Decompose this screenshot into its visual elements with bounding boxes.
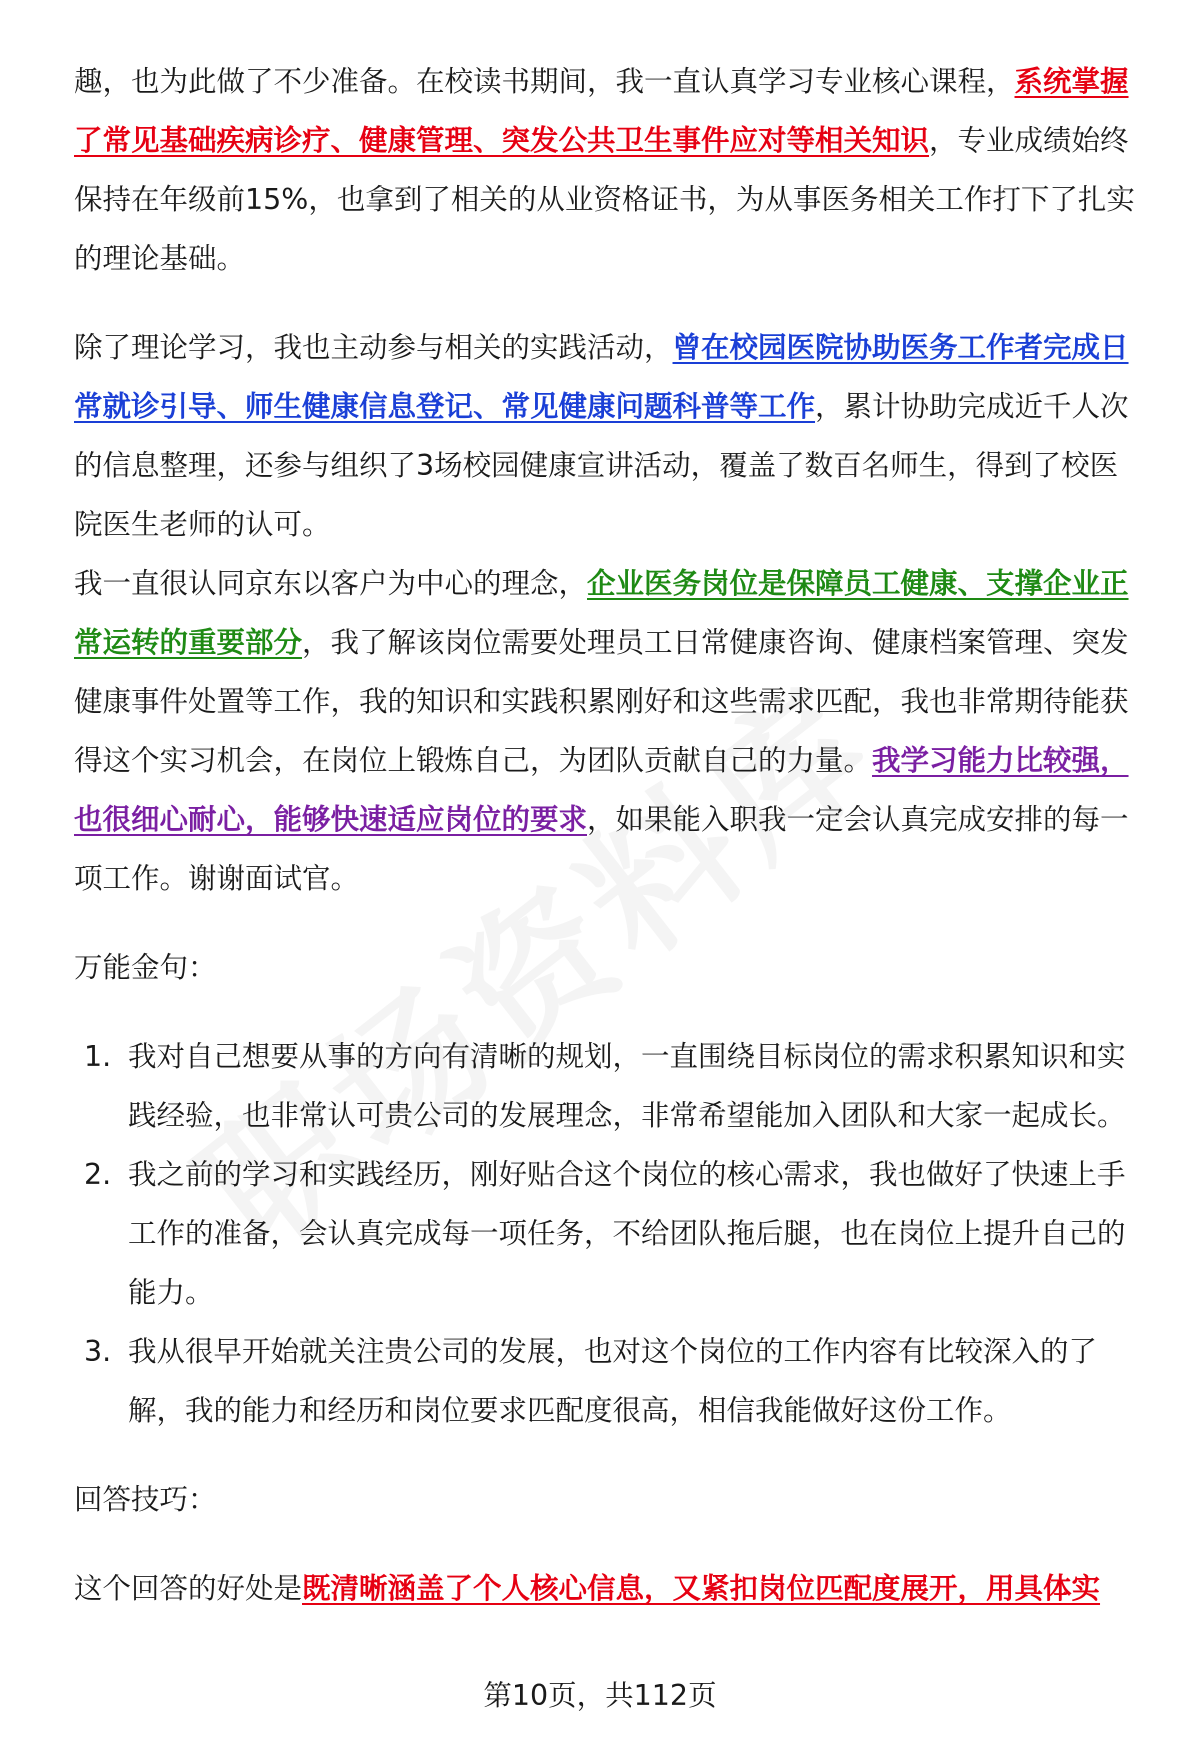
list-number: 3. [84,1335,112,1368]
list-number: 1. [84,1040,112,1073]
paragraph-motivation [74,554,1146,908]
paragraph-text: ，累计协助完成近千人次的信息整理，还参与组织了3场校园健康宣讲活动，覆盖了数百名师生，得到了校医院医生老师的认可。 [74,390,1129,541]
golden-sentence-list [74,1027,1146,1440]
section-heading-tips: 回答技巧： [74,1483,217,1516]
paragraph-tips [74,1559,1146,1618]
highlight-green: 企业医务岗位是保障员工健康、支撑企业正常运转的重要部分 [74,567,1129,659]
highlight-red: 系统掌握了常见基础疾病诊疗、健康管理、突发公共卫生事件应对等相关知识 [74,65,1129,157]
section-heading-golden: 万能金句： [74,951,217,984]
paragraph-text: 除了理论学习，我也主动参与相关的实践活动， [74,331,673,364]
list-item-text: 我从很早开始就关注贵公司的发展，也对这个岗位的工作内容有比较深入的了解，我的能力和经历和岗位要求匹配度很高，相信我能做好这份工作。 [128,1335,1098,1427]
list-item [74,1322,1146,1440]
paragraph-text: ，如果能入职我一定会认真完成安排的每一项工作。谢谢面试官。 [74,803,1129,895]
paragraph-education [74,52,1146,288]
list-number: 2. [84,1158,112,1191]
paragraph-text: 趣，也为此做了不少准备。在校读书期间，我一直认真学习专业核心课程， [74,65,1015,98]
list-item [74,1145,1146,1322]
paragraph-practice [74,318,1146,554]
list-item-text: 我对自己想要从事的方向有清晰的规划，一直围绕目标岗位的需求积累知识和实践经验，也非常认可贵公司的发展理念，非常希望能加入团队和大家一起成长。 [128,1040,1126,1132]
list-item [74,1027,1146,1145]
paragraph-text: ，专业成绩始终保持在年级前15%，也拿到了相关的从业资格证书，为从事医务相关工作打下了扎实的理论基础。 [74,124,1135,275]
highlight-purple: 我学习能力比较强，也很细心耐心，能够快速适应岗位的要求 [74,744,1129,836]
document-body [74,52,1146,1618]
highlight-red: 既清晰涵盖了个人核心信息，又紧扣岗位匹配度展开，用具体实 [302,1572,1101,1605]
paragraph-text: 我一直很认同京东以客户为中心的理念， [74,567,588,600]
page-number: 第10页，共112页 [483,1679,717,1712]
list-item-text: 我之前的学习和实践经历，刚好贴合这个岗位的核心需求，我也做好了快速上手工作的准备，会认真完成每一项任务，不给团队拖后腿，也在岗位上提升自己的能力。 [128,1158,1126,1309]
paragraph-text: ，我了解该岗位需要处理员工日常健康咨询、健康档案管理、突发健康事件处置等工作，我的知识和实践积累刚好和这些需求匹配，我也非常期待能获得这个实习机会，在岗位上锻炼自己，为团队贡献自己的力量。 [74,626,1129,777]
highlight-blue: 曾在校园医院协助医务工作者完成日常就诊引导、师生健康信息登记、常见健康问题科普等工作 [74,331,1129,423]
paragraph-text: 这个回答的好处是 [74,1572,303,1605]
